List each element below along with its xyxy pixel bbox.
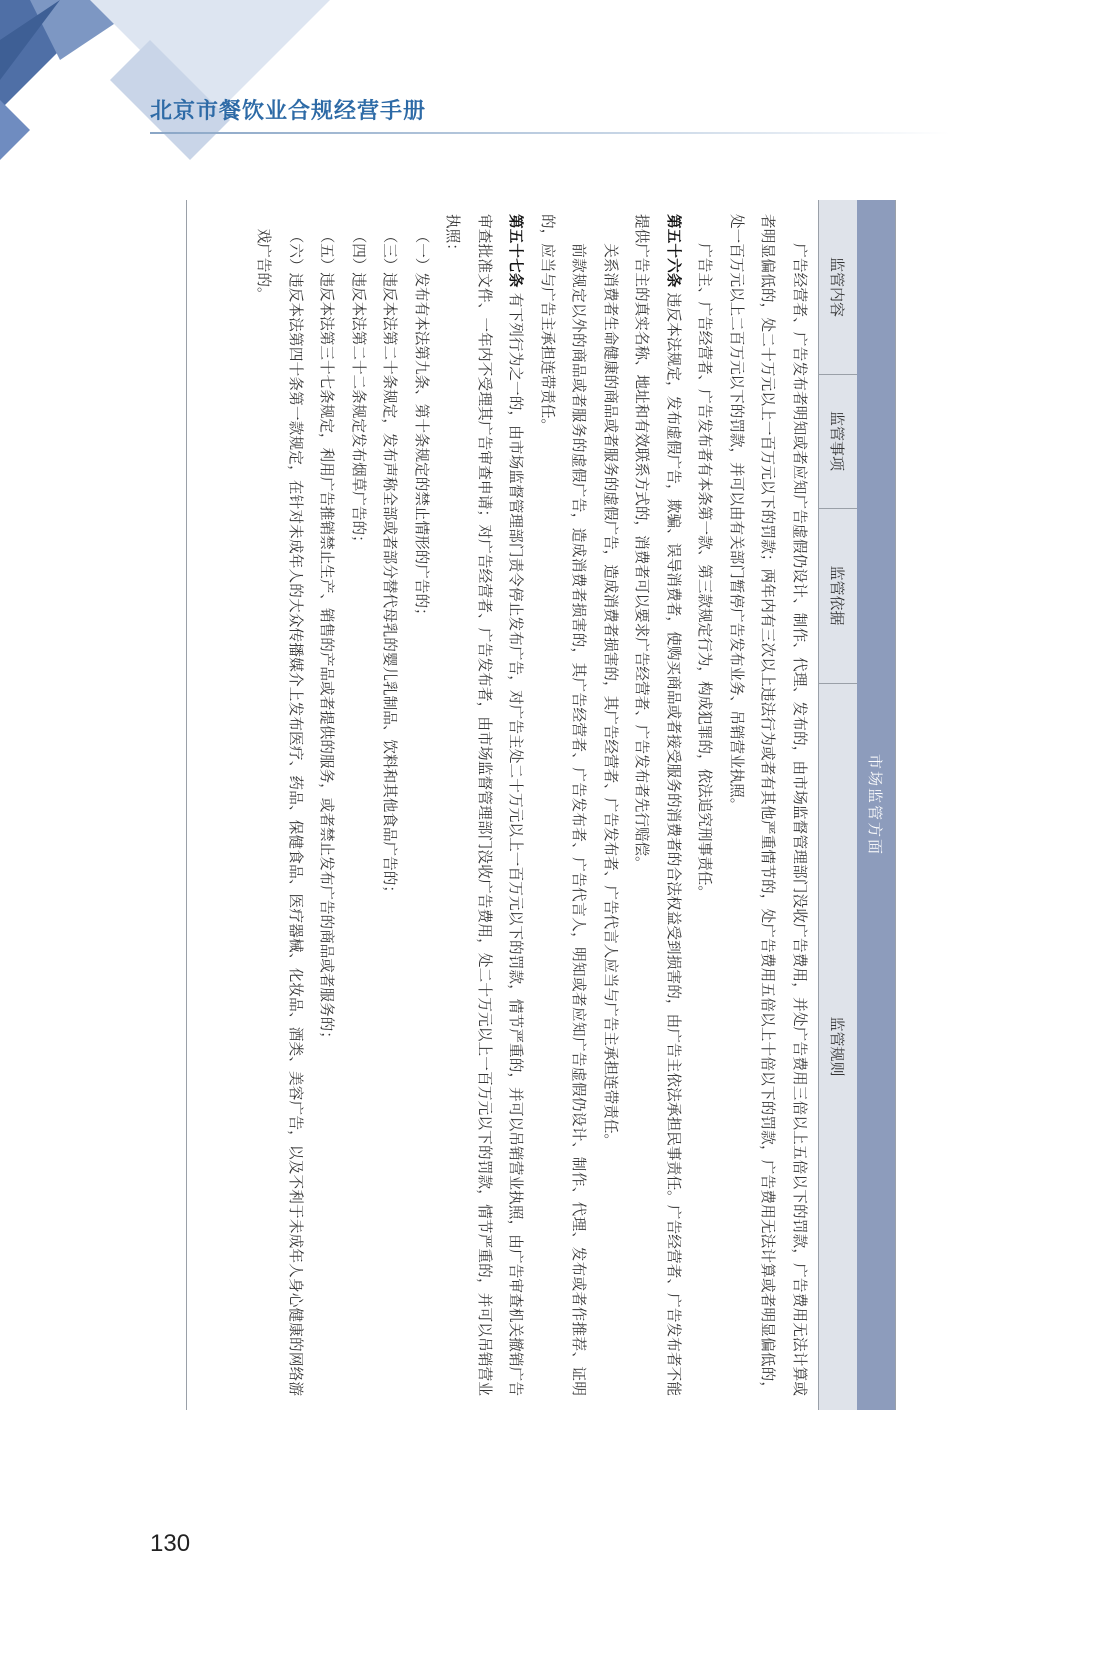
header-jianguan-yiju: 监管依据 (828, 565, 847, 626)
rule-paragraph (437, 214, 532, 1396)
rule-text: 关系消费者生命健康的商品或者服务的虚假广告，造成消费者损害的，其广告经营者、广告发布者、广告代言人应当与广告主承担连带责任。 (602, 243, 619, 1149)
rule-paragraph (311, 214, 343, 1396)
rotated-table-container (186, 200, 896, 1410)
regulation-table (186, 200, 896, 1410)
table-header-row (818, 200, 857, 1410)
rule-text: （三）违反本法第二十条规定，发布声称全部或者部分替代母乳的婴儿乳制品、饮料和其他食品广告的； (381, 228, 399, 900)
rule-text: （五）违反本法第三十七条规定，利用广告推销禁止生产、销售的产品或者提供的服务，或者禁止发布广告的商品或者服务的； (318, 228, 336, 1046)
title-rule (150, 132, 950, 134)
rules-content (187, 200, 819, 1410)
book-title: 北京市餐饮业合规经营手册 (150, 99, 427, 124)
rule-paragraph (343, 214, 375, 1396)
header-jianguan-neirong: 监管内容 (828, 256, 847, 317)
rule-paragraph (532, 214, 595, 1396)
rule-text: 前款规定以外的商品或者服务的虚假广告，造成消费者损害的，其广告经营者、广告发布者、广告代言人，明知或者应知广告虚假仍设计、制作、代理、发布或者作推荐、证明的，应当与广告主承担连带责任。 (539, 214, 588, 1396)
col-divider (819, 374, 857, 375)
table-body-row (187, 200, 819, 1410)
rule-text: 有下列行为之一的，由市场监督管理部门责令停止发布广告，对广告主处二十万元以上一百万元以下的罚款，情节严重的，并可以吊销营业执照，由广告审查机关撤销广告审查批准文件、一年内不受理其广告审查申请；对广告经营者、广告发布者，由市场监督管理部门没收广告费用，处二十万元以上一百万元以下的罚款，情节严重的，并可以吊销营业执照： (444, 214, 525, 1396)
page-number: 130 (150, 1530, 191, 1557)
rule-text: 违反本法规定，发布虚假广告，欺骗、误导消费者，使购买商品或者接受服务的消费者的合法权益受到损害的，由广告主依法承担民事责任。广告经营者、广告发布者不能提供广告主的真实名称、地址和有效联系方式的，消费者可以要求广告经营者、广告发布者先行赔偿。 (633, 214, 682, 1396)
rule-paragraph (248, 214, 311, 1396)
col-divider (819, 508, 857, 509)
section-band: 市场监管方面 (857, 200, 895, 1410)
rule-paragraph (626, 214, 689, 1396)
col-divider (819, 683, 857, 684)
article-number: 第五十七条 (507, 214, 525, 293)
rule-paragraph (595, 214, 627, 1396)
rule-text: （六）违反本法第四十条第一款规定，在针对未成年人的大众传播媒介上发布医疗、药品、保健食品、医疗器械、化妆品、酒类、美容广告，以及不利于未成年人身心健康的网络游戏广告的。 (255, 228, 304, 1396)
rule-paragraph (689, 214, 721, 1396)
article-number: 第五十六条 (665, 214, 682, 293)
header-jianguan-shixiang: 监管事项 (828, 410, 847, 471)
rule-paragraph (374, 214, 406, 1396)
rule-text: （四）违反本法第二十二条规定发布烟草广告的； (350, 228, 367, 550)
rule-text: （一）发布有本法第九条、第十条规定的禁止情形的广告的； (413, 228, 430, 623)
rule-text: 广告经营者、广告发布者明知或者应知广告虚假仍设计、制作、代理、发布的，由市场监督管理部门没收广告费用，并处广告费用三倍以上五倍以下的罚款，广告费用无法计算或者明显偏低的，处二十万元以上一百万元以下的罚款；两年内有三次以上违法行为或者有其他严重情节的，处广告费用五倍以上十倍以下的罚款，广告费用无法计算或者明显偏低的，处一百万元以上二百万元以下的罚款，并可以由有关部门暂停广告发布业务、吊销营业执照。 (728, 214, 808, 1396)
rule-paragraph (721, 214, 816, 1396)
rule-text: 广告主、广告经营者、广告发布者有本条第一款、第三款规定行为，构成犯罪的，依法追究刑事责任。 (696, 243, 714, 900)
rule-paragraph (406, 214, 438, 1396)
header-jianguan-guize: 监管规则 (828, 1016, 847, 1077)
